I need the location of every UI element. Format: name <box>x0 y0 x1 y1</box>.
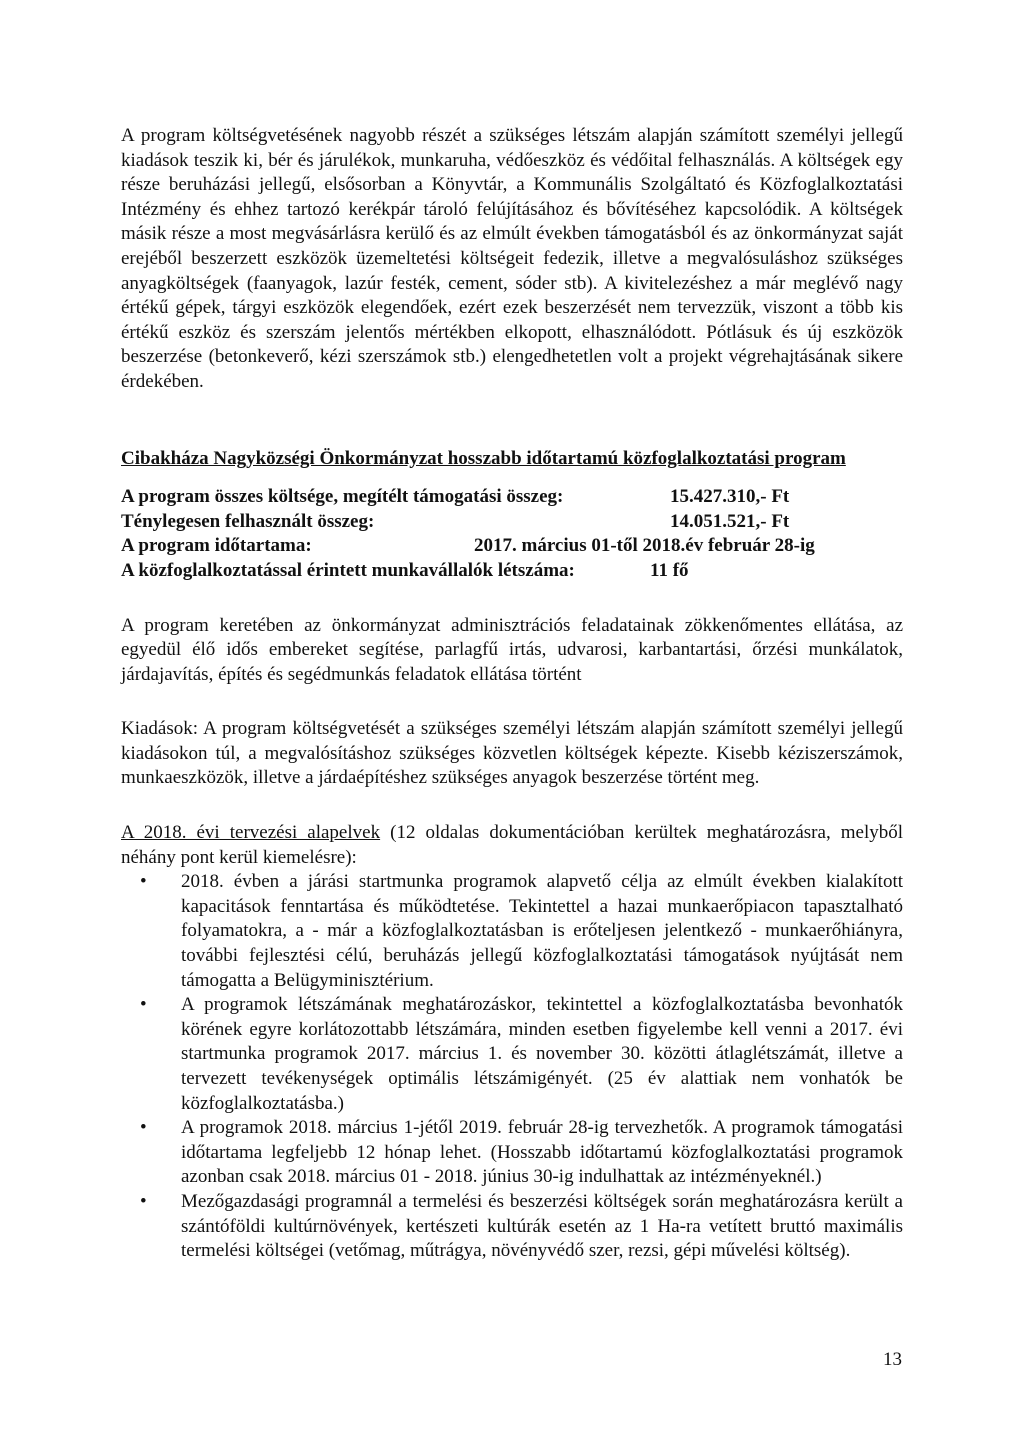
period-label: A program időtartama: <box>121 535 312 557</box>
bullet-icon: • <box>140 994 147 1016</box>
period-value: 2017. március 01-től 2018.év február 28-ig <box>474 535 815 557</box>
activities-paragraph: A program keretében az önkormányzat adminisztrációs feladatainak zökkenőmentes ellátása, az egyedül élő idős embereket segítése, parlagfű irtás, udvarosi, karbantartási, őrzési munkálatok, járdajavítás, építés és segédmunkás feladatok ellátása történt <box>121 614 903 685</box>
total-cost-value: 15.427.310,- Ft <box>670 486 790 508</box>
summary-row-used <box>121 510 903 535</box>
document-page <box>121 124 903 1264</box>
used-amount-value: 14.051.521,- Ft <box>670 510 790 532</box>
page-number: 13 <box>883 1349 902 1370</box>
summary-row-period <box>121 534 903 559</box>
workers-label: A közfoglalkoztatással érintett munkavállalók létszáma: <box>121 559 575 581</box>
list-item <box>121 1116 903 1190</box>
principles-list <box>121 870 903 1264</box>
principles-title: A 2018. évi tervezési alapelvek <box>121 822 381 844</box>
list-item <box>121 993 903 1116</box>
used-amount-label: Ténylegesen felhasznált összeg: <box>121 510 375 532</box>
list-item <box>121 1190 903 1264</box>
principles-intro: (12 oldalas dokumentációban kerültek meghatározásra, melyből néhány pont kerül kiemelésre): <box>121 822 903 868</box>
list-item-text: Mezőgazdasági programnál a termelési és beszerzési költségek során meghatározásra került a szántóföldi kultúrnövények, kertészeti kultúrák esetén az 1 Ha-ra vetített bruttó maximális termelési költségei (vetőmag, műtrágya, növényvédő szer, rezsi, gépi művelési költség). <box>181 1190 903 1262</box>
bullet-icon: • <box>140 871 147 893</box>
program-heading: Cibakháza Nagyközségi Önkormányzat hosszabb időtartamú közfoglalkoztatási program <box>121 447 846 469</box>
principles-paragraph <box>121 821 903 870</box>
total-cost-label: A program összes költsége, megítélt támogatási összeg: <box>121 486 564 508</box>
expenses-paragraph: Kiadások: A program költségvetését a szükséges személyi létszám alapján számított személyi jellegű kiadásokon túl, a megvalósításhoz szükséges közvetlen költségek képezte. Kisebb kéziszerszámok, munkaeszközök, illetve a járdaépítéshez szükséges anyagok beszerzése történt meg. <box>121 718 903 789</box>
list-item-text: A programok 2018. március 1-jétől 2019. február 28-ig tervezhetők. A programok támogatási időtartama legfeljebb 12 hónap lehet. (Hosszabb időtartamú közfoglalkoztatási programok azonban csak 2018. március 01 - 2018. június 30-ig indulhattak az intézményeknél.) <box>181 1117 903 1188</box>
list-item-text: A programok létszámának meghatározáskor, tekintettel a közfoglalkoztatásba bevonhatók körének egyre korlátozottabb létszámára, minden esetben figyelembe kell venni a 2017. évi startmunka programok 2017. március 1. és november 30. közötti átlaglétszámát, illetve a tervezett tevékenységek optimális létszámigényét. (25 év alattiak nem vonhatók be közfoglalkoztatásba.) <box>181 994 903 1114</box>
workers-value: 11 fő <box>650 559 689 581</box>
list-item <box>121 870 903 993</box>
intro-paragraph: A program költségvetésének nagyobb részét a szükséges létszám alapján számított személyi jellegű kiadások teszik ki, bér és járulékok, munkaruha, védőeszköz és védőital felhasználás. A költségek egy része beruházási jellegű, elsősorban a Könyvtár, a Kommunális Szolgáltató és Közfoglalkoztatási Intézmény és ehhez tartozó kerékpár tároló felújításához és bővítéséhez kapcsolódik. A költségek másik része a most megvásárlásra kerülő és az elmúlt években támogatásból és az önkormányzat saját erejéből beszerzett eszközök üzemeltetési költségeit fedezik, illetve a megvalósuláshoz szükséges anyagköltségek (faanyagok, lazúr festék, cement, sóder stb). A kivitelezéshez a már meglévő nagy értékű gépek, tárgyi eszközök elegendőek, ezért ezek beszerzését nem tervezzük, viszont a több kis értékű eszköz és szerszám jelentős mértékben elkopott, elhasználódott. Pótlásuk és új eszközök beszerzése (betonkeverő, kézi szerszámok stb.) elengedhetetlen volt a projekt végrehajtásának sikere érdekében. <box>121 125 903 392</box>
summary-row-total <box>121 485 903 510</box>
program-summary <box>121 485 903 583</box>
list-item-text: 2018. évben a járási startmunka programok alapvető célja az elmúlt években kialakított kapacitások fenntartása és működtetése. Tekintettel a hazai munkaerőpiacon tapasztalható folyamatokra, a - már a közfoglalkoztatásban is erőteljesen jelentkező - munkaerőhiányra, további fejlesztési célú, beruházás jellegű közfoglalkoztatási támogatások nyújtását nem támogatta a Belügyminisztérium. <box>181 871 903 991</box>
bullet-icon: • <box>140 1190 147 1212</box>
summary-row-workers <box>121 559 903 584</box>
bullet-icon: • <box>140 1117 147 1139</box>
